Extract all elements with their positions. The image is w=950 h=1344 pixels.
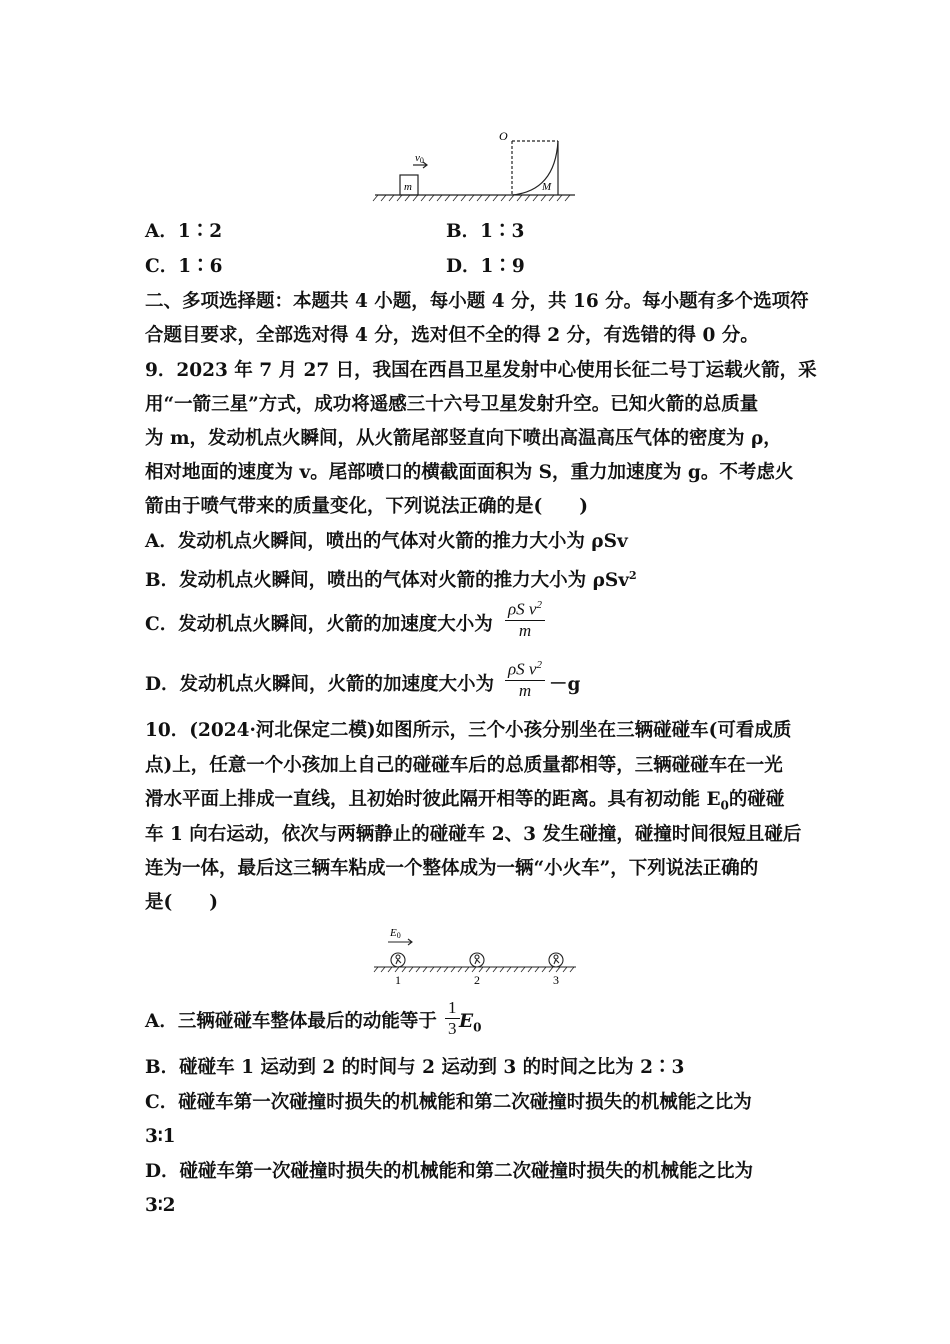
q9-d-fraction: $\frac{\rho S v^2}{m}$ bbox=[505, 655, 545, 701]
label-v0: v0 bbox=[415, 152, 424, 165]
q8-option-b: B．1∶3 bbox=[446, 221, 525, 242]
q9-stem-line1: 9．2023 年 7 月 27 日，我国在西昌卫星发射中心使用长征二号丁运载火箭，采 bbox=[145, 360, 817, 381]
section2-line2: 合题目要求，全部选对得 4 分，选对但不全的得 2 分，有选错的得 0 分。 bbox=[145, 325, 759, 346]
q9-stem-line3: 为 m，发动机点火瞬间，从火箭尾部竖直向下喷出高温高压气体的密度为 ρ， bbox=[145, 428, 782, 449]
q10-stem-line1: 10．(2024·河北保定二模)如图所示，三个小孩分别坐在三辆碰碰车(可看成质 bbox=[145, 720, 792, 741]
label-M: M bbox=[542, 181, 552, 193]
figure-bumper-cars bbox=[368, 922, 583, 992]
q8-option-c: C．1∶6 bbox=[145, 256, 223, 277]
q10-stem-line4: 车 1 向右运动，依次与两辆静止的碰碰车 2、3 发生碰撞，碰撞时间很短且碰后 bbox=[145, 824, 802, 845]
q10-a-fraction: $\frac{1}{3}$ bbox=[445, 998, 460, 1039]
q10-stem-line2: 点)上，任意一个小孩加上自己的碰碰车后的总质量都相等，三辆碰碰车在一光 bbox=[145, 755, 783, 776]
q9-option-b: B．发动机点火瞬间，喷出的气体对火箭的推力大小为 ρSv$^2$ bbox=[145, 569, 637, 592]
label-E0: E0 bbox=[390, 927, 401, 940]
q9-option-a: A．发动机点火瞬间，喷出的气体对火箭的推力大小为 ρSv bbox=[145, 531, 628, 552]
figure-block-and-curved-track bbox=[370, 125, 580, 205]
q9-option-c: C．发动机点火瞬间，火箭的加速度大小为 $\frac{\rho S v^2}{m}$ bbox=[145, 611, 493, 639]
q10-option-d-line2: 3∶2 bbox=[145, 1195, 176, 1216]
q10-stem-line5: 连为一体，最后这三辆车粘成一个整体成为一辆“小火车”，下列说法正确的 bbox=[145, 858, 759, 879]
section2-line1: 二、多项选择题：本题共 4 小题，每小题 4 分，共 16 分。每小题有多个选项符 bbox=[145, 291, 809, 312]
q9-c-fraction: $\frac{\rho S v^2}{m}$ bbox=[505, 595, 545, 641]
q9-option-d: D．发动机点火瞬间，火箭的加速度大小为 $\frac{\rho S v^2}{m}$ －g bbox=[145, 671, 494, 699]
q8-option-a: A．1∶2 bbox=[145, 221, 223, 242]
q8-option-d: D．1∶9 bbox=[446, 256, 525, 277]
label-O: O bbox=[499, 129, 508, 143]
q10-stem-line6: 是( ) bbox=[145, 892, 219, 913]
label-car-2: 2 bbox=[474, 973, 480, 987]
q9-stem-line5: 箭由于喷气带来的质量变化，下列说法正确的是( ) bbox=[145, 496, 589, 517]
q9-stem-line4: 相对地面的速度为 v。尾部喷口的横截面面积为 S，重力加速度为 g。不考虑火 bbox=[145, 462, 794, 483]
q9-stem-line2: 用“一箭三星”方式，成功将遥感三十六号卫星发射升空。已知火箭的总质量 bbox=[145, 394, 759, 415]
q10-option-a: A．三辆碰碰车整体最后的动能等于 $\frac{1}{3}$ $E_0$ bbox=[145, 998, 482, 1038]
label-car-1: 1 bbox=[395, 973, 401, 987]
label-m: m bbox=[404, 181, 412, 193]
q10-option-b: B．碰碰车 1 运动到 2 的时间与 2 运动到 3 的时间之比为 2∶3 bbox=[145, 1057, 685, 1078]
q10-option-d-line1: D．碰碰车第一次碰撞时损失的机械能和第二次碰撞时损失的机械能之比为 bbox=[145, 1161, 754, 1182]
q10-option-c-line2: 3∶1 bbox=[145, 1126, 176, 1147]
q10-stem-line3: 滑水平面上排成一直线，且初始时彼此隔开相等的距离。具有初动能 $E_0$的碰碰 bbox=[145, 789, 785, 813]
q10-option-c-line1: C．碰碰车第一次碰撞时损失的机械能和第二次碰撞时损失的机械能之比为 bbox=[145, 1092, 752, 1113]
label-car-3: 3 bbox=[553, 973, 559, 987]
